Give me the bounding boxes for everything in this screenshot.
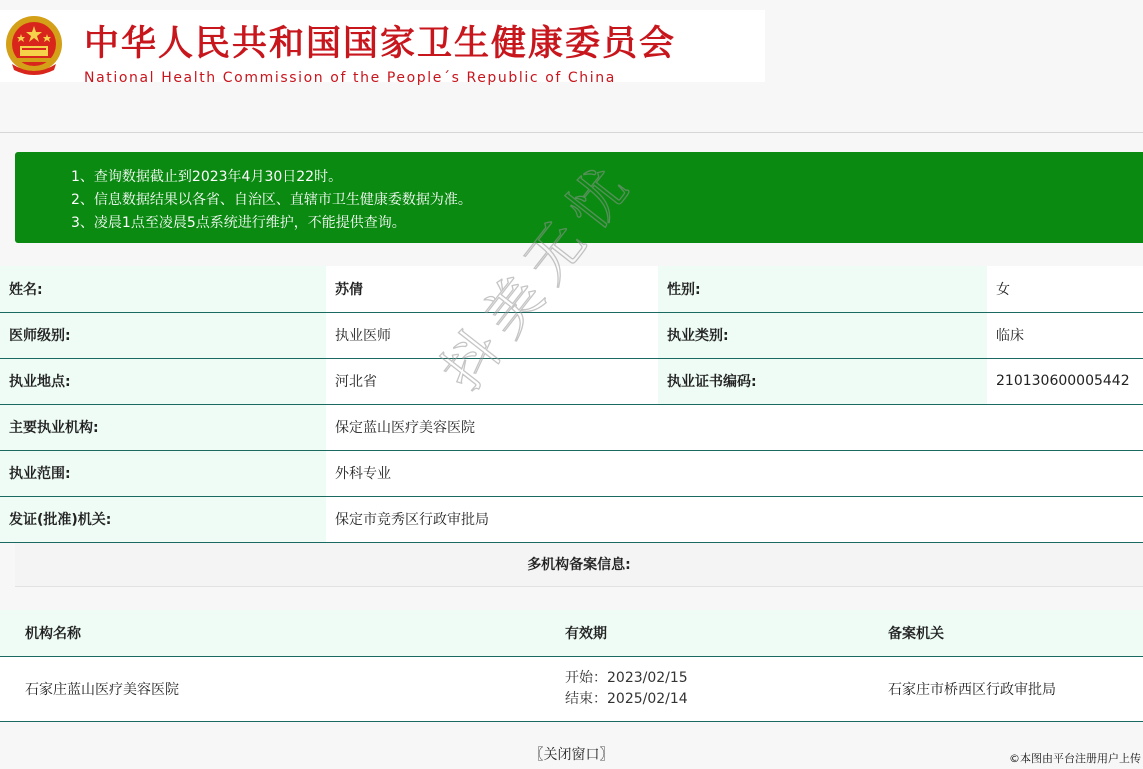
category-value: 临床 [987,312,1143,358]
validity-cell [540,656,863,721]
scope-value: 外科专业 [326,450,1143,496]
notice-line: 1、查询数据截止到2023年4月30日22时。 [71,169,343,185]
scope-label: 执业范围: [0,450,326,496]
cert-value: 210130600005442 [987,358,1143,404]
validity-start: 开始：2023/02/15 [565,669,688,686]
table-row [0,404,1143,450]
site-title-en: National Health Commission of the People´s Republic of China [84,70,616,86]
location-value: 河北省 [326,358,658,404]
level-value: 执业医师 [326,312,658,358]
logo-banner[interactable] [0,10,765,86]
gender-label: 性别: [658,266,987,312]
notice-line: 3、凌晨1点至凌晨5点系统进行维护，不能提供查询。 [71,215,406,231]
location-label: 执业地点: [0,358,326,404]
source-tag: ©本图由平台注册用户上传 [1009,752,1141,765]
site-title-cn: 中华人民共和国国家卫生健康委员会 [84,24,677,64]
org-name-header: 机构名称 [0,610,540,656]
validity-header: 有效期 [540,610,863,656]
org-name-cell: 石家庄蓝山医疗美容医院 [0,656,540,721]
issuer-value: 保定市竞秀区行政审批局 [326,496,1143,542]
cert-label: 执业证书编码: [658,358,987,404]
site-header [0,0,1143,133]
authority-header: 备案机关 [863,610,1143,656]
doctor-info-table [0,266,1143,543]
table-row [0,358,1143,404]
table-row [0,496,1143,542]
table-row [0,450,1143,496]
institution-label: 主要执业机构: [0,404,326,450]
issuer-label: 发证(批准)机关: [0,496,326,542]
name-value: 苏倩 [326,266,658,312]
level-label: 医师级别: [0,312,326,358]
table-row [0,312,1143,358]
multi-institution-title: 多机构备案信息: [15,543,1143,587]
close-window-link[interactable]: 〖关闭窗口〗 [529,747,614,763]
national-emblem-icon [2,14,66,78]
gender-value: 女 [987,266,1143,312]
validity-end: 结束：2025/02/14 [565,690,688,707]
table-header-row [0,610,1143,656]
notice-line: 2、信息数据结果以各省、自治区、直辖市卫生健康委数据为准。 [71,192,472,208]
table-row [0,266,1143,312]
multi-institution-table [0,610,1143,722]
institution-value: 保定蓝山医疗美容医院 [326,404,1143,450]
query-notice [15,152,1143,243]
table-row [0,656,1143,721]
category-label: 执业类别: [658,312,987,358]
name-label: 姓名: [0,266,326,312]
authority-cell: 石家庄市桥西区行政审批局 [863,656,1143,721]
